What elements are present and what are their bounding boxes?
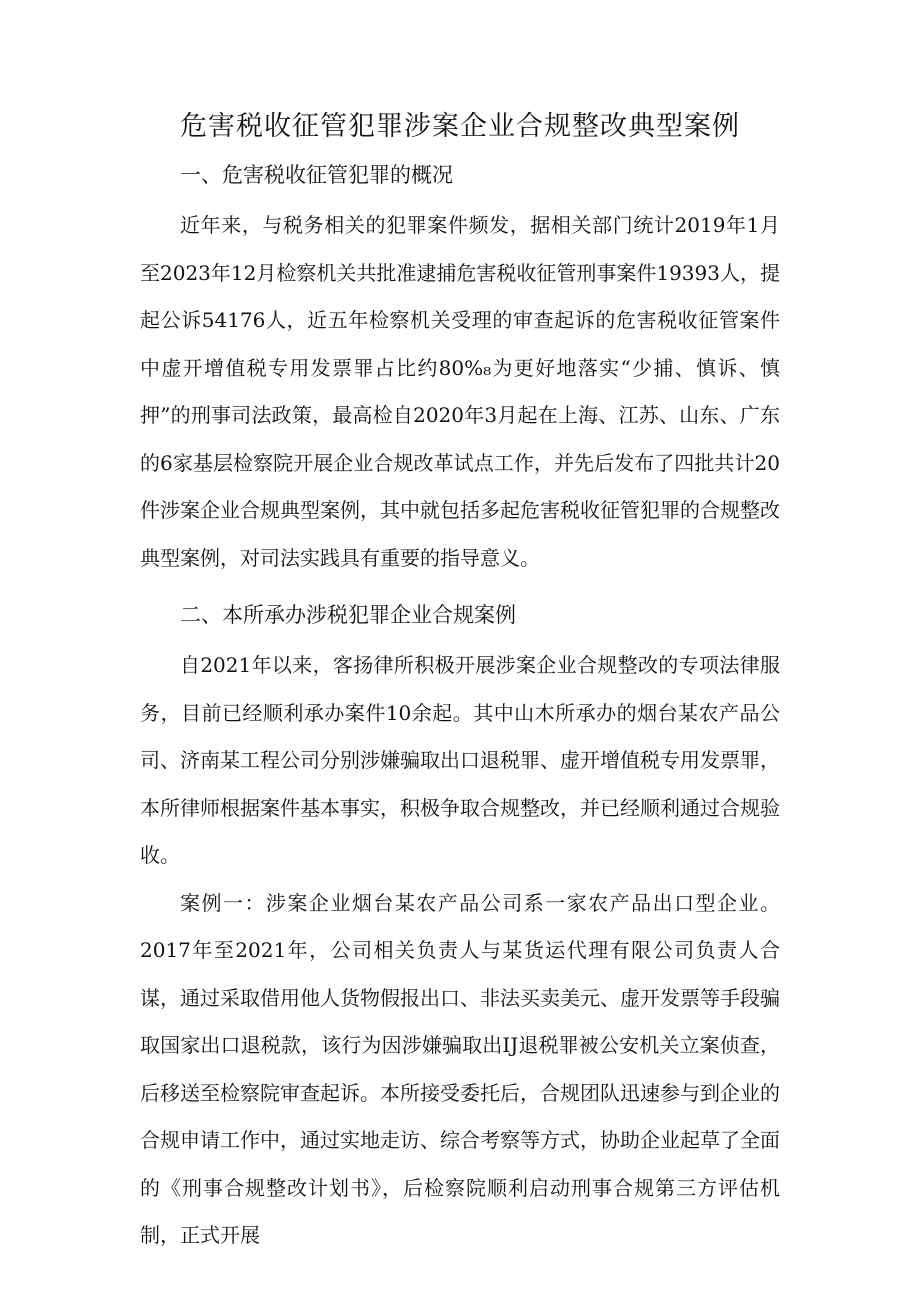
paragraph-case-one: 案例一：涉案企业烟台某农产品公司系一家农产品出口型企业。2017年至2021年，公司相关负责人与某货运代理有限公司负责人合谋，通过采取借用他人货物假报出口、非法买卖美元、虚开发票等手段骗取国家出口退税款，该行为因涉嫌骗取出IJ退税罪被公安机关立案侦查，后移送至检察院审查起诉。本所接受委托后，合规团队迅速参与到企业的合规申请工作中，通过实地走访、综合考察等方式，协助企业起草了全面的《刑事合规整改计划书》，后检察院顺利启动刑事合规第三方评估机制，正式开展 [140,890,780,1247]
document-title: 危害税收征管犯罪涉案企业合规整改典型案例 [180,111,740,142]
section-heading-cases: 二、本所承办涉税犯罪企业合规案例 [180,603,516,627]
paragraph-firm-services: 自2021年以来，客扬律所积极开展涉案企业合规整改的专项法律服务，目前已经顺利承办案件10余起。其中山木所承办的烟台某农产品公司、济南某工程公司分别涉嫌骗取出口退税罪、虚开增值税专用发票罪，本所律师根据案件基本事实，积极争取合规整改，并已经顺利通过合规验收。 [140,653,780,867]
paragraph-overview: 近年来，与税务相关的犯罪案件频发，据相关部门统计2019年1月至2023年12月检察机关共批准逮捕危害税收征管刑事案件19393人，提起公诉54176人，近五年检察机关受理的审查起诉的危害税收征管案件中虚开增值税专用发票罪占比约80%₈为更好地落实“少捕、慎诉、慎押”的刑事司法政策，最高检自2020年3月起在上海、江苏、山东、广东的6家基层检察院开展企业合规改革试点工作，并先后发布了四批共计20件涉案企业合规典型案例，其中就包括多起危害税收征管犯罪的合规整改典型案例，对司法实践具有重要的指导意义。 [140,213,780,570]
section-heading-overview: 一、危害税收征管犯罪的概况 [180,163,453,187]
document-body [140,148,780,1260]
